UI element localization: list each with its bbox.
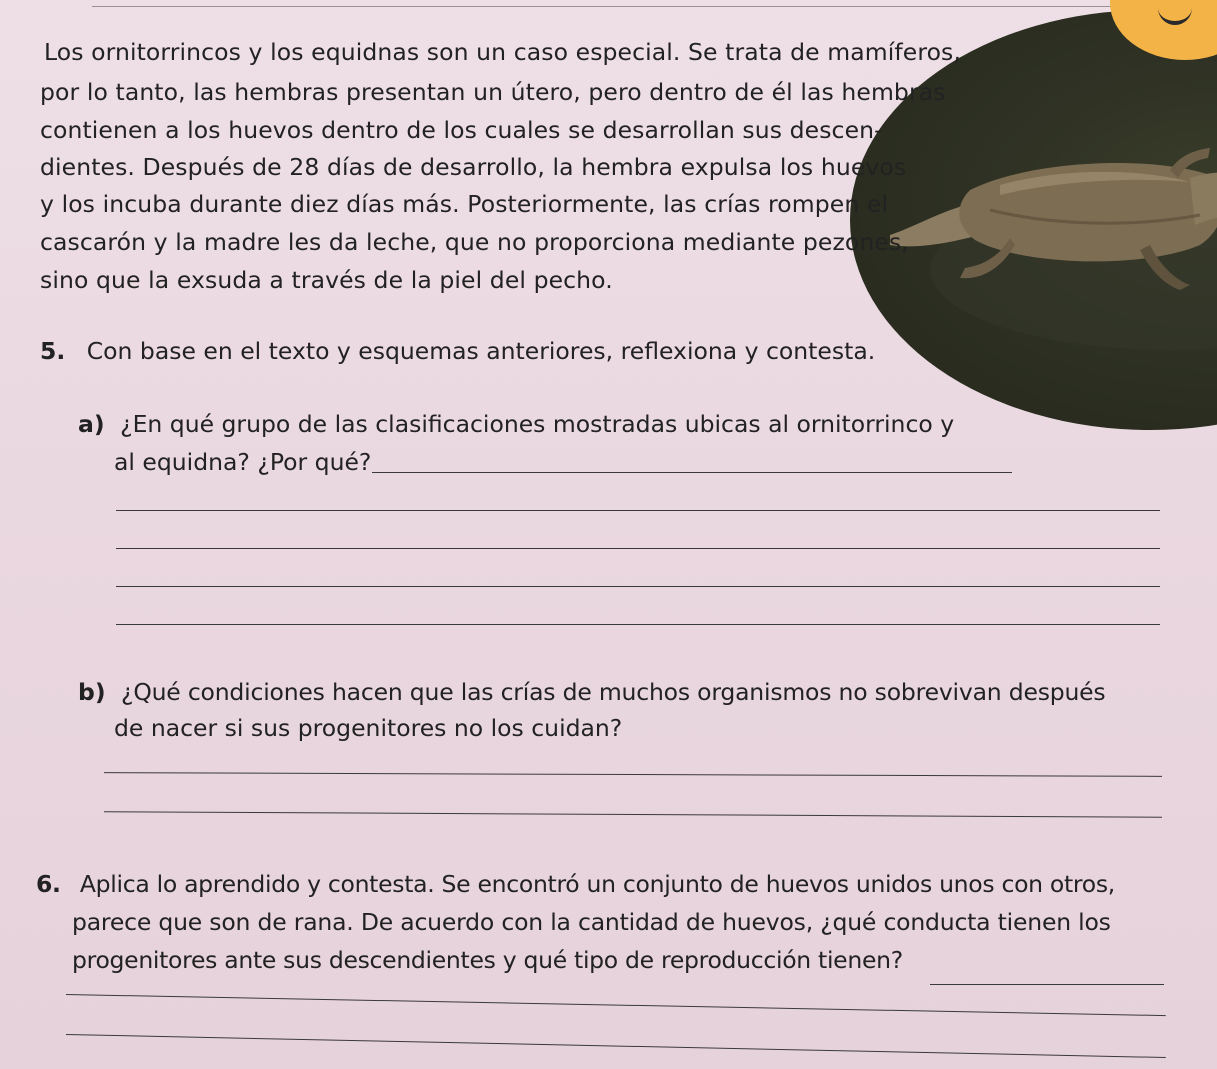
answer-line-5a-5[interactable] [116, 624, 1160, 625]
answer-line-5a-4[interactable] [116, 586, 1160, 587]
question-5a-label: a) [78, 410, 105, 438]
answer-line-6-2[interactable] [66, 994, 1166, 1016]
platypus-illustration [850, 10, 1217, 430]
question-6-text: Aplica lo aprendido y contesta. Se encontró un conjunto de huevos unidos unos con otros, [79, 870, 1115, 898]
question-6-line3: progenitores ante sus descendientes y qué tipo de reproducción tienen? [72, 946, 903, 974]
top-rule [92, 6, 1122, 7]
answer-line-6-1[interactable] [930, 984, 1164, 985]
paragraph-line: dientes. Después de 28 días de desarrollo, la hembra expulsa los huevos [40, 153, 907, 181]
question-5-number: 5. [40, 337, 66, 365]
answer-line-5a-3[interactable] [116, 548, 1160, 549]
paragraph-line: sino que la exsuda a través de la piel del pecho. [40, 266, 613, 294]
question-6-number: 6. [36, 870, 61, 898]
answer-line-5a-2[interactable] [116, 510, 1160, 511]
answer-line-5a-1[interactable] [372, 472, 1012, 473]
paragraph-line: cascarón y la madre les da leche, que no proporciona mediante pezones, [40, 228, 909, 256]
paragraph-line: y los incuba durante diez días más. Posteriormente, las crías rompen el [40, 190, 889, 218]
answer-line-5b-1[interactable] [104, 772, 1162, 777]
paragraph-line: Los ornitorrincos y los equidnas son un caso especial. Se trata de mamíferos, [44, 38, 961, 66]
smile-mark [1158, 3, 1192, 25]
question-5b-label: b) [78, 678, 106, 706]
question-5-heading [40, 337, 875, 365]
paragraph-line: por lo tanto, las hembras presentan un útero, pero dentro de él las hembras [40, 78, 946, 106]
question-6-line2: parece que son de rana. De acuerdo con la cantidad de huevos, ¿qué conducta tienen los [72, 908, 1111, 936]
platypus-photo [850, 10, 1217, 430]
answer-line-5b-2[interactable] [104, 811, 1162, 818]
question-5a-line2: al equidna? ¿Por qué? [114, 448, 372, 476]
question-5b-line2: de nacer si sus progenitores no los cuidan? [114, 714, 623, 742]
answer-line-6-3[interactable] [66, 1034, 1166, 1058]
paragraph-line: contienen a los huevos dentro de los cuales se desarrollan sus descen- [40, 116, 883, 144]
question-6-line1 [36, 870, 1115, 898]
question-5-text: Con base en el texto y esquemas anteriores, reflexiona y contesta. [86, 337, 876, 365]
question-5b-text: ¿Qué condiciones hacen que las crías de muchos organismos no sobrevivan después [121, 678, 1106, 706]
question-5b-line1 [78, 678, 1105, 706]
question-5a-text: ¿En qué grupo de las clasificaciones mostradas ubicas al ornitorrinco y [120, 410, 955, 438]
question-5a-line1 [78, 410, 954, 438]
